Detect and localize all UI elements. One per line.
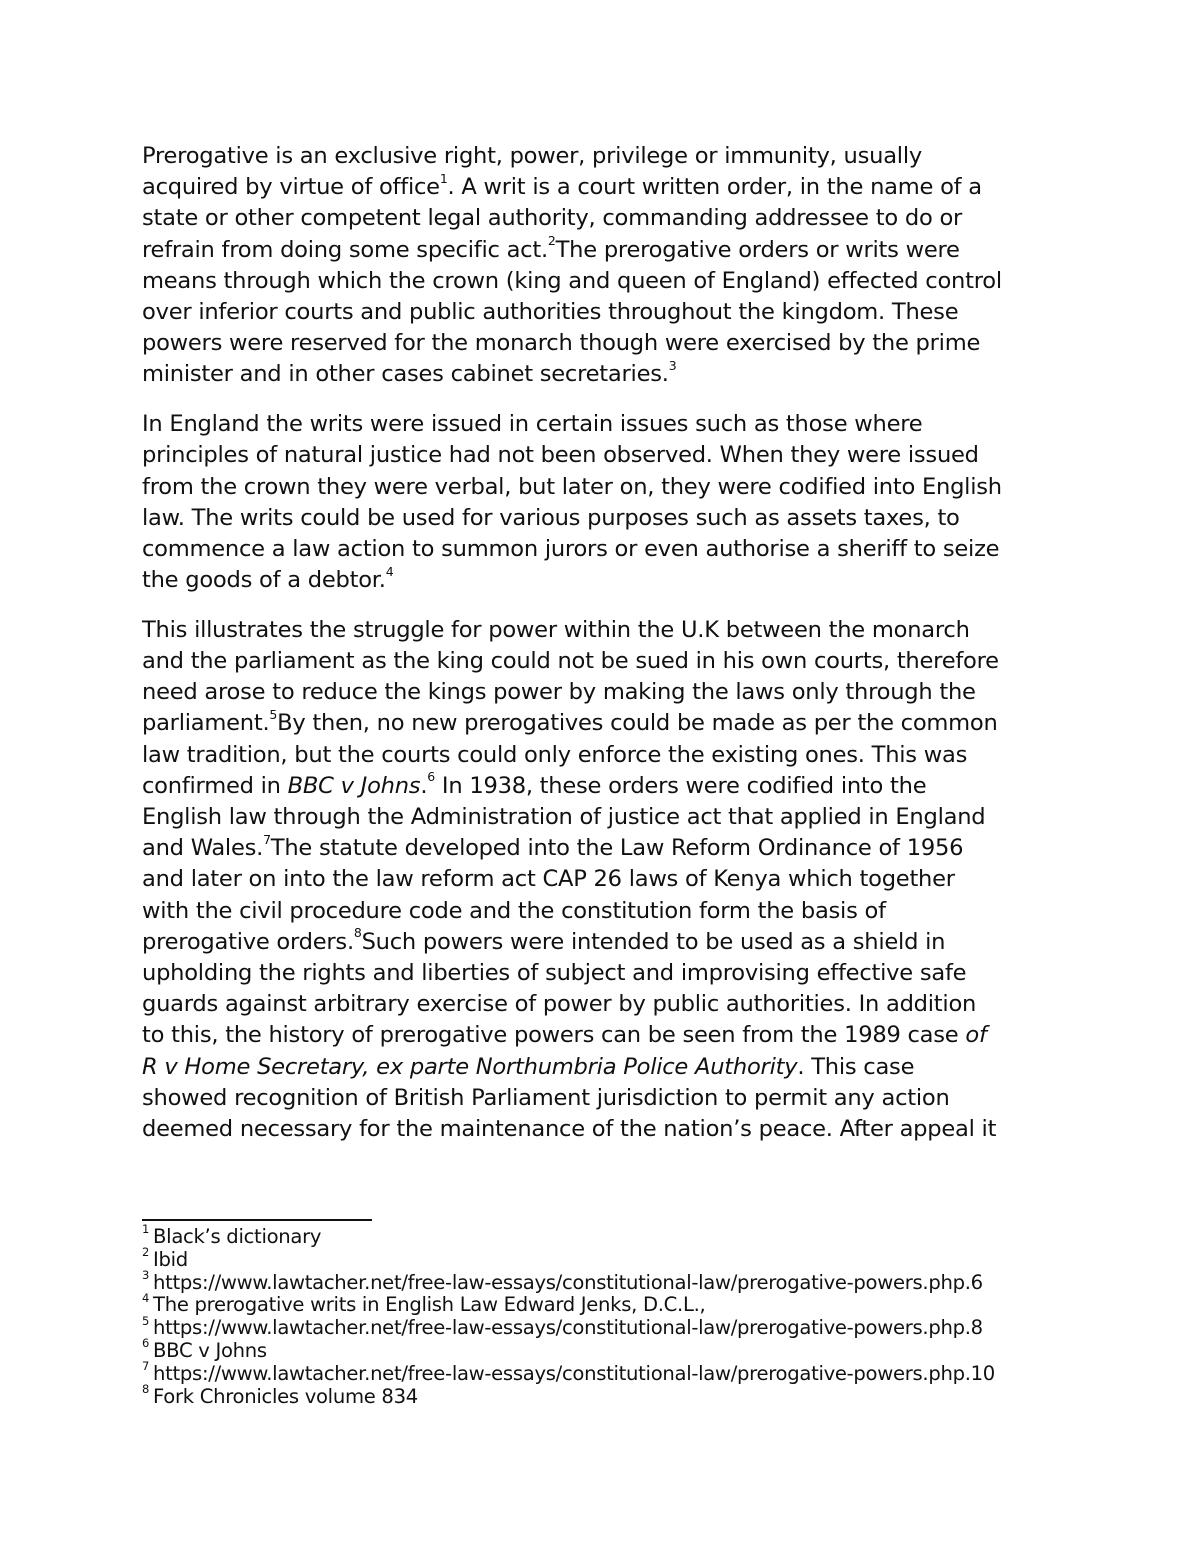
text-run: commence a law action to summon jurors or even authorise a sheriff to seize <box>142 535 1000 562</box>
text-line <box>142 864 1077 895</box>
text-line <box>142 297 1077 328</box>
text-run: acquired by virtue of office <box>142 174 440 201</box>
text-run: confirmed in <box>142 772 288 799</box>
text-line <box>142 565 1077 596</box>
text-run: guards against arbitrary exercise of power by public authorities. In addition <box>142 991 977 1018</box>
text-run: need arose to reduce the kings power by making the laws only through the <box>142 679 976 706</box>
text-run: and later on into the law reform act CAP 26 laws of Kenya which together <box>142 866 955 893</box>
text-line <box>142 802 1077 833</box>
body-text <box>142 141 1077 1164</box>
footnote-text: Fork Chronicles volume 834 <box>153 1384 418 1408</box>
footnote-number: 2 <box>142 1245 150 1260</box>
footnote-reference: 3 <box>668 357 677 373</box>
text-line <box>142 503 1077 534</box>
text-line <box>142 1083 1077 1114</box>
footnote-number: 4 <box>142 1290 150 1305</box>
text-line <box>142 896 1077 927</box>
text-line <box>142 1114 1077 1145</box>
text-line <box>142 472 1077 503</box>
text-line <box>142 740 1077 771</box>
paragraph <box>142 409 1077 596</box>
text-line <box>142 440 1077 471</box>
footnote <box>142 1268 1102 1295</box>
text-run: . A writ is a court written order, in the name of a <box>447 174 982 201</box>
text-run: minister and in other cases cabinet secretaries. <box>142 361 669 388</box>
text-run: parliament. <box>142 710 270 737</box>
footnote-text: Ibid <box>153 1247 188 1271</box>
footnote-number: 1 <box>142 1222 150 1237</box>
footnote-number: 3 <box>142 1268 150 1283</box>
text-line <box>142 708 1077 739</box>
text-line <box>142 235 1077 266</box>
footnote-separator <box>142 1219 372 1221</box>
text-run: refrain from doing some specific act. <box>142 236 548 263</box>
footnote-reference: 7 <box>263 831 271 847</box>
footnote-reference: 8 <box>353 925 362 941</box>
text-run: and the parliament as the king could not be sued in his own courts, therefore <box>142 648 999 675</box>
footnote <box>142 1382 1102 1409</box>
paragraph <box>142 141 1077 391</box>
text-line <box>142 328 1077 359</box>
text-line <box>142 409 1077 440</box>
text-line <box>142 989 1077 1020</box>
text-line <box>142 958 1077 989</box>
paragraph <box>142 615 1077 1145</box>
text-line <box>142 833 1077 864</box>
footnote <box>142 1245 1102 1272</box>
footnote-reference: 4 <box>385 563 394 579</box>
text-run: In England the writs were issued in certain issues such as those where <box>142 411 923 438</box>
footnotes <box>142 1222 1102 1408</box>
text-run: and Wales. <box>142 835 264 862</box>
footnote-number: 8 <box>142 1382 150 1397</box>
text-line <box>142 172 1077 203</box>
text-run: powers were reserved for the monarch though were exercised by the prime <box>142 330 981 357</box>
text-run: principles of natural justice had not been observed. When they were issued <box>142 442 979 469</box>
text-run: with the civil procedure code and the constitution form the basis of <box>142 897 886 924</box>
footnote-text: Black’s dictionary <box>153 1225 322 1248</box>
text-line <box>142 534 1077 565</box>
footnote-reference: 6 <box>427 769 435 785</box>
text-run: The prerogative orders or writs were <box>555 236 960 263</box>
text-line <box>142 203 1077 234</box>
text-run: prerogative orders. <box>142 928 354 955</box>
text-run: law tradition, but the courts could only enforce the existing ones. This was <box>142 741 968 768</box>
footnote-number: 7 <box>142 1359 150 1374</box>
text-line <box>142 646 1077 677</box>
footnote-number: 5 <box>142 1313 150 1328</box>
footnote-text: https://www.lawtacher.net/free-law-essays/constitutional-law/prerogative-powers.php.10 <box>153 1361 995 1385</box>
text-run: In 1938, these orders were codified into the <box>434 772 927 799</box>
text-run: means through which the crown (king and queen of England) effected control <box>142 267 1002 294</box>
italic-text: of <box>965 1022 987 1049</box>
footnote-text: The prerogative writs in English Law Edward Jenks, D.C.L., <box>153 1293 706 1317</box>
text-run: law. The writs could be used for various purposes such as assets taxes, to <box>142 504 960 531</box>
footnote-reference: 1 <box>439 170 448 186</box>
text-line <box>142 266 1077 297</box>
text-line <box>142 1020 1077 1051</box>
text-line <box>142 615 1077 646</box>
footnote-reference: 5 <box>269 706 278 722</box>
footnote <box>142 1222 1102 1249</box>
text-line <box>142 771 1077 802</box>
footnote-text: https://www.lawtacher.net/free-law-essays/constitutional-law/prerogative-powers.php.6 <box>153 1270 983 1294</box>
footnote <box>142 1336 1102 1363</box>
footnote <box>142 1359 1102 1386</box>
italic-text: R v Home Secretary, ex parte Northumbria Police Authority <box>142 1053 798 1080</box>
footnote <box>142 1290 1102 1317</box>
text-line <box>142 927 1077 958</box>
text-line <box>142 677 1077 708</box>
text-run: Prerogative is an exclusive right, power, privilege or immunity, usually <box>142 143 922 169</box>
text-line <box>142 141 1077 172</box>
text-run: the goods of a debtor. <box>142 567 386 594</box>
text-run: to this, the history of prerogative powers can be seen from the 1989 case <box>142 1022 966 1049</box>
text-run: from the crown they were verbal, but later on, they were codified into English <box>142 473 1002 500</box>
italic-text: BBC v Johns <box>287 772 421 799</box>
text-run: upholding the rights and liberties of subject and improvising effective safe <box>142 960 967 987</box>
footnote <box>142 1313 1102 1340</box>
text-line <box>142 359 1077 390</box>
text-run: English law through the Administration of justice act that applied in England <box>142 804 986 831</box>
text-run: This illustrates the struggle for power within the U.K between the monarch <box>142 616 970 643</box>
footnote-text: BBC v Johns <box>153 1338 267 1362</box>
footnote-text: https://www.lawtacher.net/free-law-essays/constitutional-law/prerogative-powers.php.8 <box>153 1316 983 1340</box>
text-run: state or other competent legal authority, commanding addressee to do or <box>142 205 963 232</box>
footnote-number: 6 <box>142 1336 150 1351</box>
text-run: By then, no new prerogatives could be made as per the common <box>277 710 998 737</box>
text-run: The statute developed into the Law Reform Ordinance of 1956 <box>270 835 964 862</box>
text-run: . <box>420 772 428 799</box>
text-run: deemed necessary for the maintenance of the nation’s peace. After appeal it <box>142 1116 997 1143</box>
text-run: Such powers were intended to be used as a shield in <box>361 928 946 955</box>
text-line <box>142 1052 1077 1083</box>
text-run: showed recognition of British Parliament jurisdiction to permit any action <box>142 1084 950 1111</box>
text-run: . This case <box>797 1053 915 1080</box>
text-run: over inferior courts and public authorities throughout the kingdom. These <box>142 299 959 326</box>
footnote-reference: 2 <box>547 233 556 249</box>
